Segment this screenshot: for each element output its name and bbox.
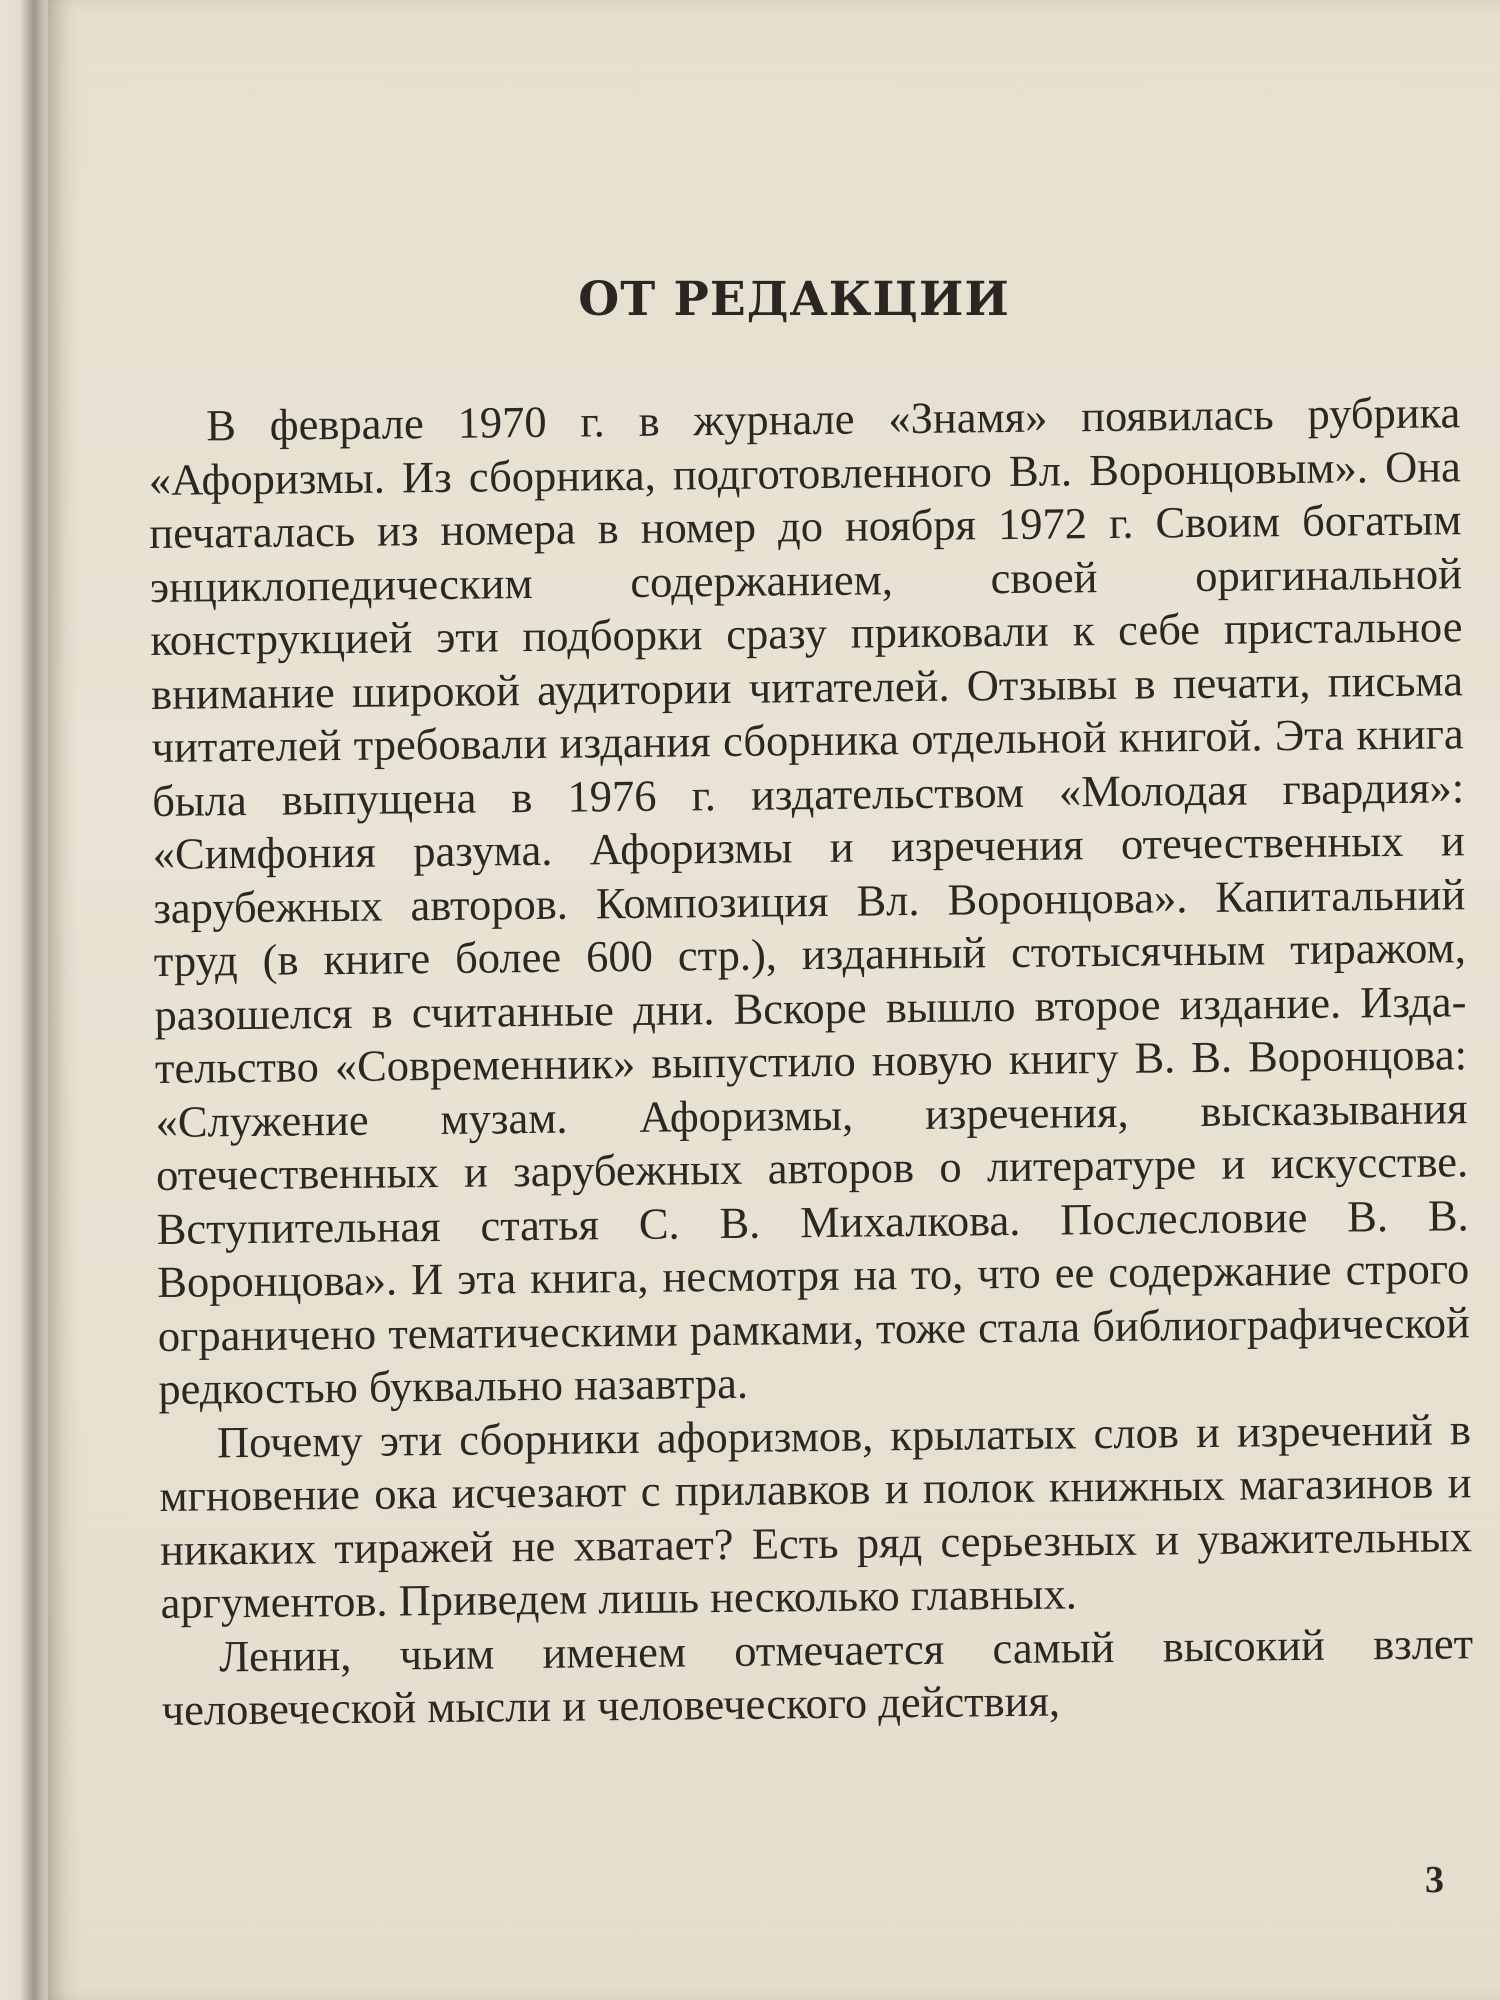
paragraph-3: Ленин, чьим именем отмечается самый высокий взлет человеческой мысли и человеческого действия, <box>161 1617 1474 1735</box>
page-body <box>148 386 1474 1737</box>
page-number: 3 <box>1425 1859 1444 1901</box>
paragraph-2: Почему эти сборники афоризмов, крылатых слов и изречений в мгновение ока исчезают с прилавков и полок книжных магазинов и никаких тиражей не хватает? Есть ряд серьезных и уважительных аргументов. Приведем лишь несколько главных. <box>159 1403 1473 1628</box>
book-page <box>48 0 1500 2000</box>
paragraph-1: В феврале 1970 г. в журнале «Знамя» появилась рубрика «Афоризмы. Из сборника, подготовленного Вл. Воронцовым». Она печаталась из номера в номер до ноября 1972 г. Своим богатым энциклопедическим содержанием, своей оригинальной конструкцией эти подборки сразу приковали к себе пристальное внимание широкой аудитории читателей. Отзывы в печати, письма читателей требовали издания сборника отдельной книгой. Эта книга была выпущена в 1976 г. издательством «Молодая гвардия»: «Симфония разума. Афоризмы и изречения отечественных и зарубежных авторов. Композиция Вл. Воронцова». Капитальний труд (в книге более 600 стр.), изданный стотысячным тиражом, разошелся в считанные дни. Вскоре вышло второе издание. Издательство «Современник» выпустило новую книгу В. В. Воронцова: «Служение музам. Афоризмы, изречения, высказывания отечественных и зарубежных авторов о литературе и искусстве. Вступительная статья С. В. Михалкова. Послесловие В. В. Воронцова». И эта книга, несмотря на то, что ее содержание строго ограничено тематическими рамками, тоже стала библиографической редкостью буквально назавтра. <box>148 387 1470 1414</box>
page-heading: ОТ РЕДАКЦИИ <box>578 272 1010 327</box>
